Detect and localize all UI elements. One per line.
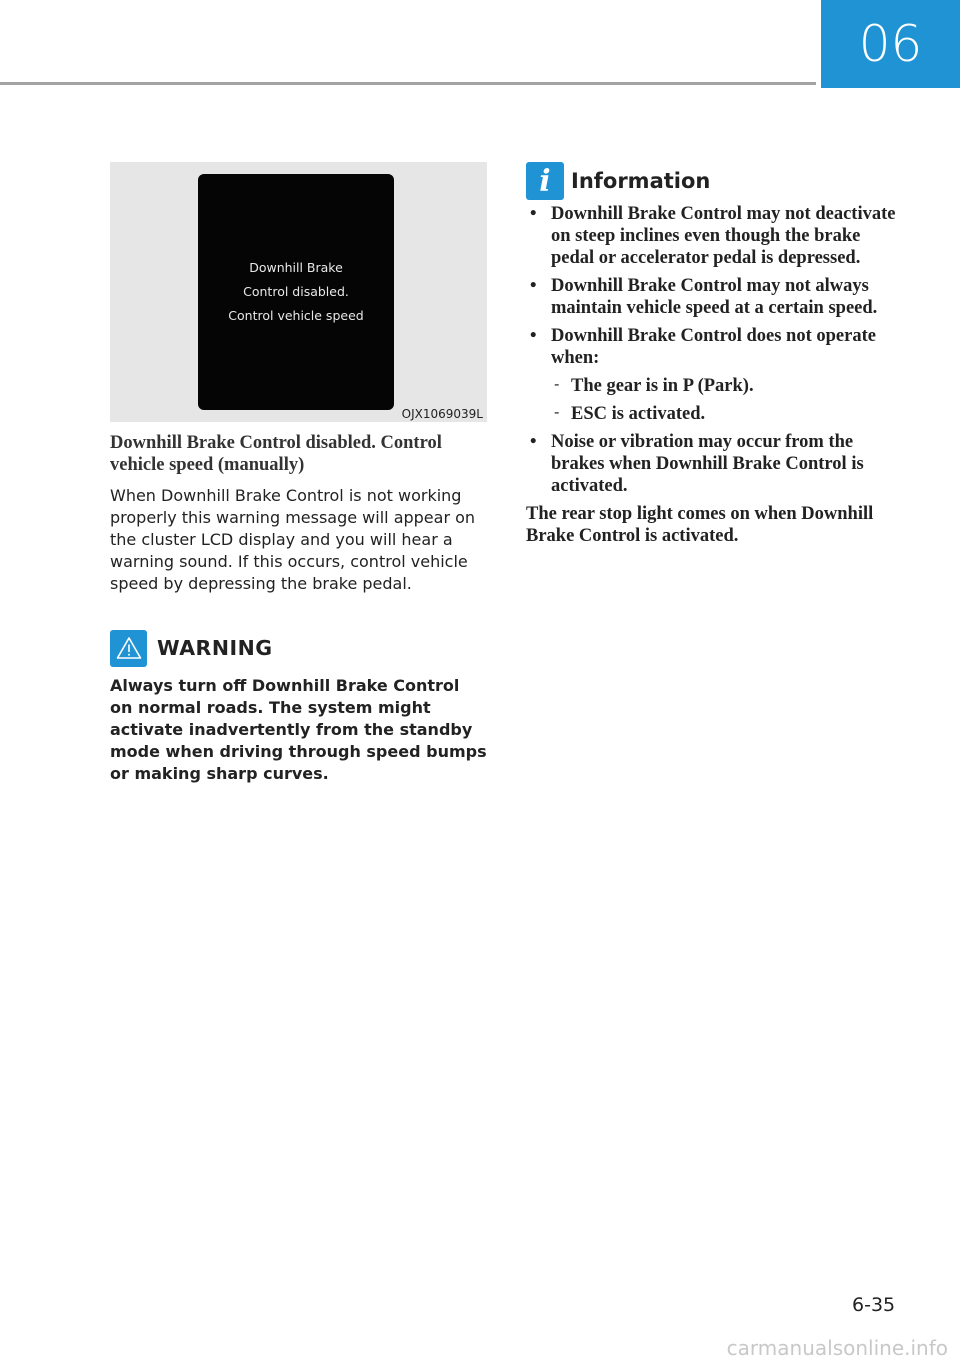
warning-text: Always turn off Downhill Brake Control on normal roads. The system might activate inadvertently from the standby mode when driving through speed bumps or making sharp curves.	[110, 676, 487, 783]
right-column	[526, 162, 906, 547]
cluster-display-figure	[110, 162, 487, 422]
warning-title: WARNING	[157, 636, 273, 660]
info-item	[526, 275, 906, 319]
lcd-line-3: Control vehicle speed	[228, 308, 364, 323]
watermark: carmanualsonline.info	[726, 1336, 948, 1360]
page-number: 6-35	[852, 1294, 896, 1316]
info-item-text: Downhill Brake Control does not operate when:	[551, 326, 876, 368]
info-item-text: Downhill Brake Control may not deactivate on steep inclines even though the brake pedal or accelerator pedal is depressed.	[551, 204, 896, 268]
info-sub-item: - ESC is activated.	[551, 403, 906, 425]
information-list	[526, 203, 906, 497]
description-paragraph: When Downhill Brake Control is not working properly this warning message will appear on the cluster LCD display and you will hear a warning sound. If this occurs, control vehicle speed by depressing the brake pedal.	[110, 486, 476, 593]
information-note: The rear stop light comes on when Downhill Brake Control is activated.	[526, 504, 874, 546]
warning-triangle-icon	[110, 630, 147, 667]
cluster-lcd-screen	[198, 174, 394, 410]
figure-caption: Downhill Brake Control disabled. Control vehicle speed (manually)	[110, 433, 442, 475]
warning-header	[110, 629, 487, 667]
info-sub-list	[551, 375, 906, 425]
info-sub-item: - The gear is in P (Park).	[551, 375, 906, 397]
chapter-number: 06	[858, 15, 923, 73]
info-item-text: Downhill Brake Control may not always maintain vehicle speed at a certain speed.	[551, 276, 878, 318]
info-item	[526, 203, 906, 269]
lcd-line-1: Downhill Brake	[249, 260, 343, 275]
information-header	[526, 162, 906, 200]
figure-code: OJX1069039L	[401, 407, 483, 421]
chapter-tab	[821, 0, 960, 88]
header-rule	[0, 82, 816, 85]
info-item-text: Noise or vibration may occur from the brakes when Downhill Brake Control is activated.	[551, 432, 864, 496]
information-icon: i	[526, 162, 564, 200]
lcd-line-2: Control disabled.	[243, 284, 349, 299]
information-title: Information	[571, 169, 711, 193]
info-item	[526, 431, 906, 497]
info-item	[526, 325, 906, 425]
left-column	[110, 162, 487, 785]
